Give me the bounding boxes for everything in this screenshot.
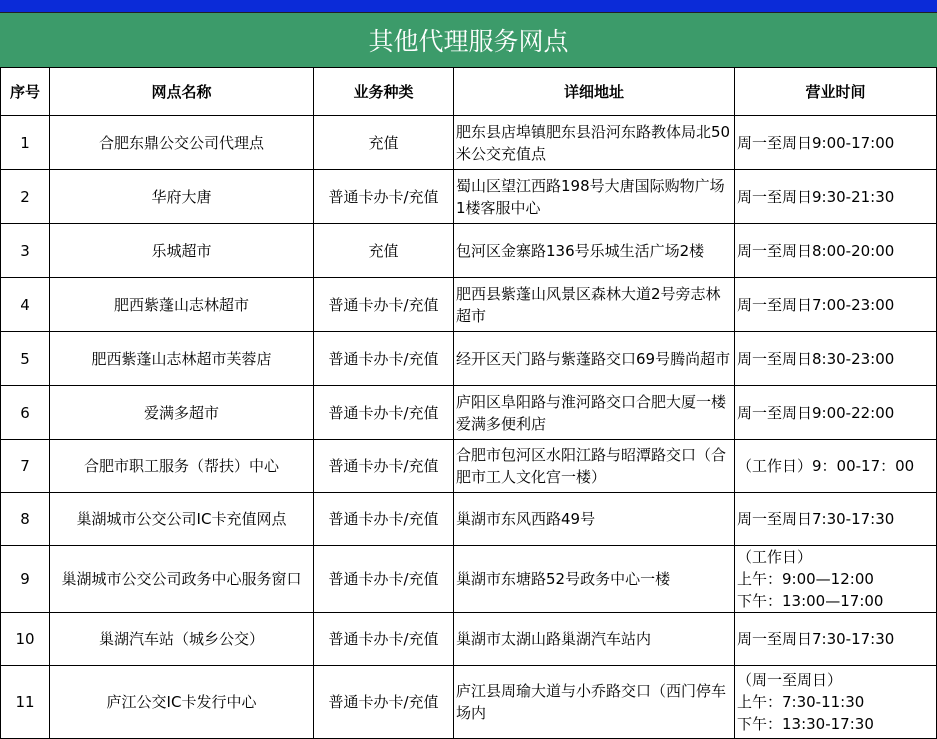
business-hours xyxy=(735,224,937,278)
hours-line: 下午：13:00—17:00 xyxy=(737,592,884,610)
row-number: 6 xyxy=(1,386,50,440)
business-type: 普通卡办卡/充值 xyxy=(314,546,454,613)
column-header-name: 网点名称 xyxy=(50,68,314,116)
address: 庐江县周瑜大道与小乔路交口（西门停车场内 xyxy=(454,666,735,739)
hours-line: 周一至周日7:30-17:30 xyxy=(737,510,895,528)
hours-line: 周一至周日7:00-23:00 xyxy=(737,295,895,314)
business-type: 普通卡办卡/充值 xyxy=(314,613,454,666)
table-row xyxy=(1,440,937,493)
address: 包河区金寨路136号乐城生活广场2楼 xyxy=(454,224,735,278)
hours-line: （周一至周日） xyxy=(737,671,843,689)
address: 肥西县紫蓬山风景区森林大道2号旁志林超市 xyxy=(454,278,735,332)
row-number: 9 xyxy=(1,546,50,613)
business-type: 普通卡办卡/充值 xyxy=(314,278,454,332)
service-point-name: 肥西紫蓬山志林超市 xyxy=(50,278,314,332)
address: 巢湖市太湖山路巢湖汽车站内 xyxy=(454,613,735,666)
row-number: 11 xyxy=(1,666,50,739)
hours-line: 周一至周日8:30-23:00 xyxy=(737,349,895,368)
business-hours xyxy=(735,546,937,613)
hours-line: 周一至周日9:00-22:00 xyxy=(737,403,895,422)
address: 肥东县店埠镇肥东县沿河东路教体局北50米公交充值点 xyxy=(454,116,735,170)
hours-line: （工作日） xyxy=(737,548,813,566)
column-header-no: 序号 xyxy=(1,68,50,116)
table-row xyxy=(1,224,937,278)
table-row xyxy=(1,613,937,666)
table-row xyxy=(1,332,937,386)
business-hours xyxy=(735,386,937,440)
hours-line: 下午：13:30-17:30 xyxy=(737,715,874,733)
business-type: 普通卡办卡/充值 xyxy=(314,170,454,224)
table-row xyxy=(1,170,937,224)
business-hours xyxy=(735,278,937,332)
business-hours xyxy=(735,666,937,739)
hours-line: 周一至周日9:00-17:00 xyxy=(737,133,895,152)
service-points-table xyxy=(0,67,937,739)
address: 巢湖市东塘路52号政务中心一楼 xyxy=(454,546,735,613)
business-type: 普通卡办卡/充值 xyxy=(314,440,454,493)
business-hours xyxy=(735,440,937,493)
row-number: 4 xyxy=(1,278,50,332)
business-type: 普通卡办卡/充值 xyxy=(314,666,454,739)
service-point-name: 合肥东鼎公交公司代理点 xyxy=(50,116,314,170)
business-hours xyxy=(735,613,937,666)
row-number: 1 xyxy=(1,116,50,170)
business-hours xyxy=(735,116,937,170)
top-stripe xyxy=(0,0,937,12)
service-point-name: 巢湖城市公交公司政务中心服务窗口 xyxy=(50,546,314,613)
table-row xyxy=(1,493,937,546)
business-hours xyxy=(735,170,937,224)
business-type: 充值 xyxy=(314,224,454,278)
table-row xyxy=(1,278,937,332)
service-point-name: 肥西紫蓬山志林超市芙蓉店 xyxy=(50,332,314,386)
hours-line: 周一至周日8:00-20:00 xyxy=(737,241,895,260)
sheet-title: 其他代理服务网点 xyxy=(0,12,937,68)
address: 经开区天门路与紫蓬路交口69号腾尚超市 xyxy=(454,332,735,386)
hours-line: 周一至周日7:30-17:30 xyxy=(737,630,895,648)
hours-line: （工作日）9：00-17：00 xyxy=(737,457,915,475)
address: 巢湖市东风西路49号 xyxy=(454,493,735,546)
business-hours xyxy=(735,332,937,386)
row-number: 10 xyxy=(1,613,50,666)
business-type: 充值 xyxy=(314,116,454,170)
service-point-name: 庐江公交IC卡发行中心 xyxy=(50,666,314,739)
row-number: 5 xyxy=(1,332,50,386)
row-number: 2 xyxy=(1,170,50,224)
hours-line: 上午：7:30-11:30 xyxy=(737,693,865,711)
address: 合肥市包河区水阳江路与昭潭路交口（合肥市工人文化宫一楼） xyxy=(454,440,735,493)
table-row xyxy=(1,546,937,613)
business-type: 普通卡办卡/充值 xyxy=(314,386,454,440)
business-type: 普通卡办卡/充值 xyxy=(314,493,454,546)
service-point-name: 爱满多超市 xyxy=(50,386,314,440)
address: 蜀山区望江西路198号大唐国际购物广场1楼客服中心 xyxy=(454,170,735,224)
row-number: 7 xyxy=(1,440,50,493)
table-row xyxy=(1,116,937,170)
row-number: 3 xyxy=(1,224,50,278)
service-point-name: 华府大唐 xyxy=(50,170,314,224)
address: 庐阳区阜阳路与淮河路交口合肥大厦一楼爱满多便利店 xyxy=(454,386,735,440)
business-hours xyxy=(735,493,937,546)
column-header-address: 详细地址 xyxy=(454,68,735,116)
service-point-name: 巢湖汽车站（城乡公交） xyxy=(50,613,314,666)
column-header-type: 业务种类 xyxy=(314,68,454,116)
column-header-hours: 营业时间 xyxy=(735,68,937,116)
service-point-name: 乐城超市 xyxy=(50,224,314,278)
service-point-name: 巢湖城市公交公司IC卡充值网点 xyxy=(50,493,314,546)
hours-line: 周一至周日9:30-21:30 xyxy=(737,187,895,206)
row-number: 8 xyxy=(1,493,50,546)
header-row xyxy=(1,68,937,116)
hours-line: 上午：9:00—12:00 xyxy=(737,570,874,588)
table-row xyxy=(1,386,937,440)
service-point-name: 合肥市职工服务（帮扶）中心 xyxy=(50,440,314,493)
business-type: 普通卡办卡/充值 xyxy=(314,332,454,386)
table-row xyxy=(1,666,937,739)
